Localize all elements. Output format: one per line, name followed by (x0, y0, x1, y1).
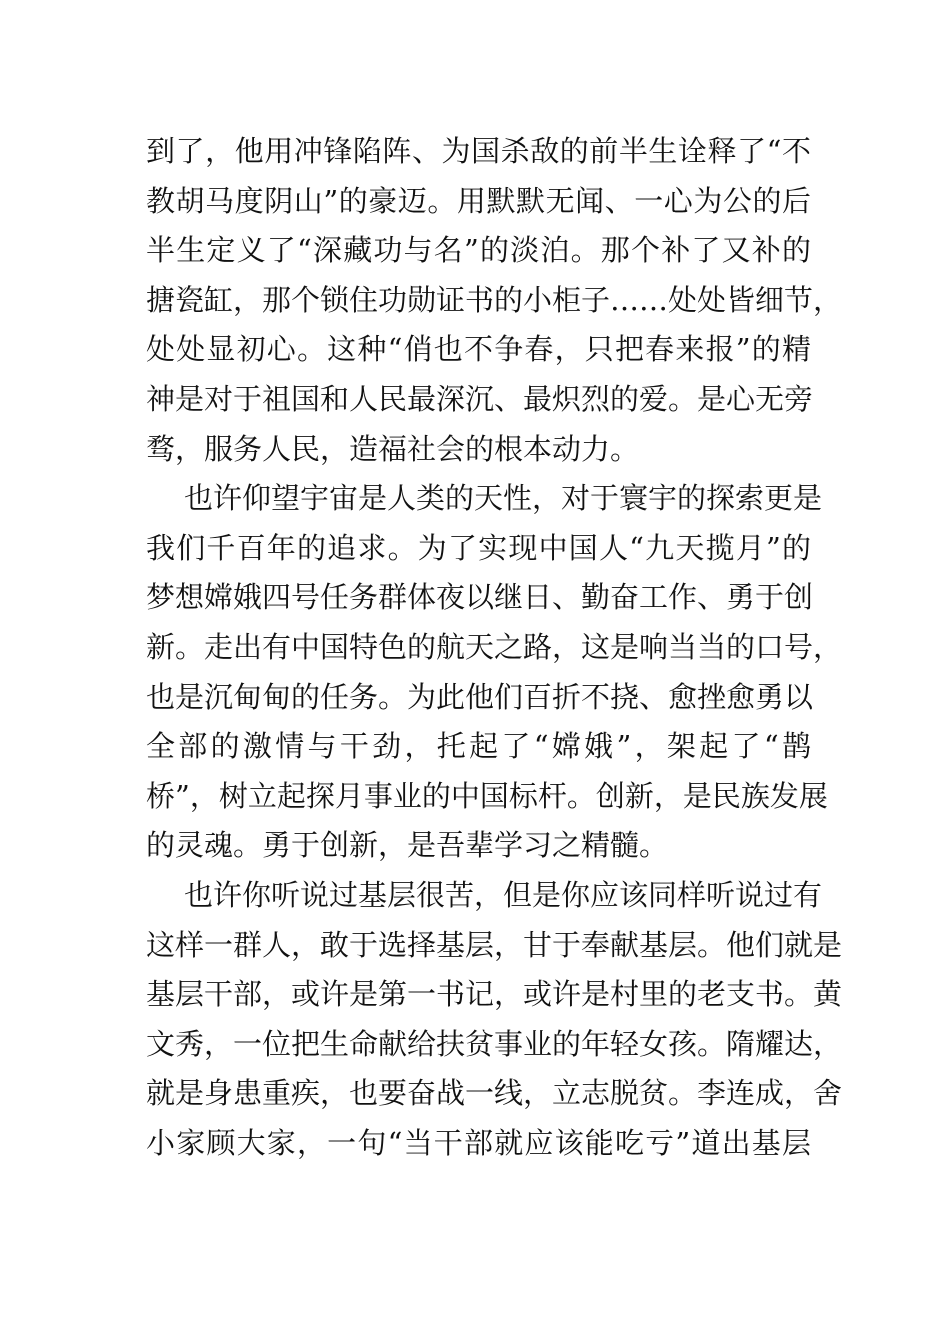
text-line: 教胡马度阴山”的豪迈。用默默无闻、一心为公的后 (146, 183, 811, 218)
text-line: 就是身患重疾，也要奋战一线，立志脱贫。李连成，舍 (146, 1076, 843, 1111)
text-line: 小家顾大家，一句“当干部就应该能吃亏”道出基层 (146, 1125, 811, 1160)
text-line: 也许仰望宇宙是人类的天性，对于寰宇的探索更是 (184, 481, 823, 516)
text-line: 新。走出有中国特色的航天之路，这是响当当的口号， (146, 629, 843, 664)
text-line: 的灵魂。勇于创新，是吾辈学习之精髓。 (146, 828, 669, 863)
text-line: 半生定义了“深藏功与名”的淡泊。那个补了又补的 (146, 233, 811, 268)
text-line: 骛，服务人民，造福社会的根本动力。 (146, 431, 640, 466)
text-line: 搪瓷缸，那个锁住功勋证书的小柜子……处处皆细节， (146, 282, 843, 317)
text-line: 到了，他用冲锋陷阵、为国杀敌的前半生诠释了“不 (146, 134, 811, 168)
text-line: 处处显初心。这种“俏也不争春，只把春来报”的精 (146, 332, 811, 367)
text-line: 也是沉甸甸的任务。为此他们百折不挠、愈挫愈勇以 (146, 679, 814, 714)
paragraph (146, 127, 843, 474)
paragraph (146, 474, 843, 871)
text-line: 梦想嫦娥四号任务群体夜以继日、勤奋工作、勇于创 (146, 580, 814, 615)
text-line: 全部的激情与干劲，托起了“嫦娥”，架起了“鹊 (146, 729, 811, 764)
paragraph (146, 871, 843, 1169)
text-line: 这样一群人，敢于选择基层，甘于奉献基层。他们就是 (146, 927, 843, 962)
text-line: 桥”，树立起探月事业的中国标杆。创新，是民族发展 (146, 778, 828, 813)
text-line: 也许你听说过基层很苦，但是你应该同样听说过有 (184, 877, 823, 912)
text-line: 基层干部，或许是第一书记，或许是村里的老支书。黄 (146, 977, 843, 1012)
text-line: 神是对于祖国和人民最深沉、最炽烈的爱。是心无旁 (146, 381, 814, 416)
text-line: 我们千百年的追求。为了实现中国人“九天揽月”的 (146, 530, 811, 565)
text-line: 文秀，一位把生命献给扶贫事业的年轻女孩。隋耀达， (146, 1026, 843, 1061)
document-body (146, 127, 843, 1168)
